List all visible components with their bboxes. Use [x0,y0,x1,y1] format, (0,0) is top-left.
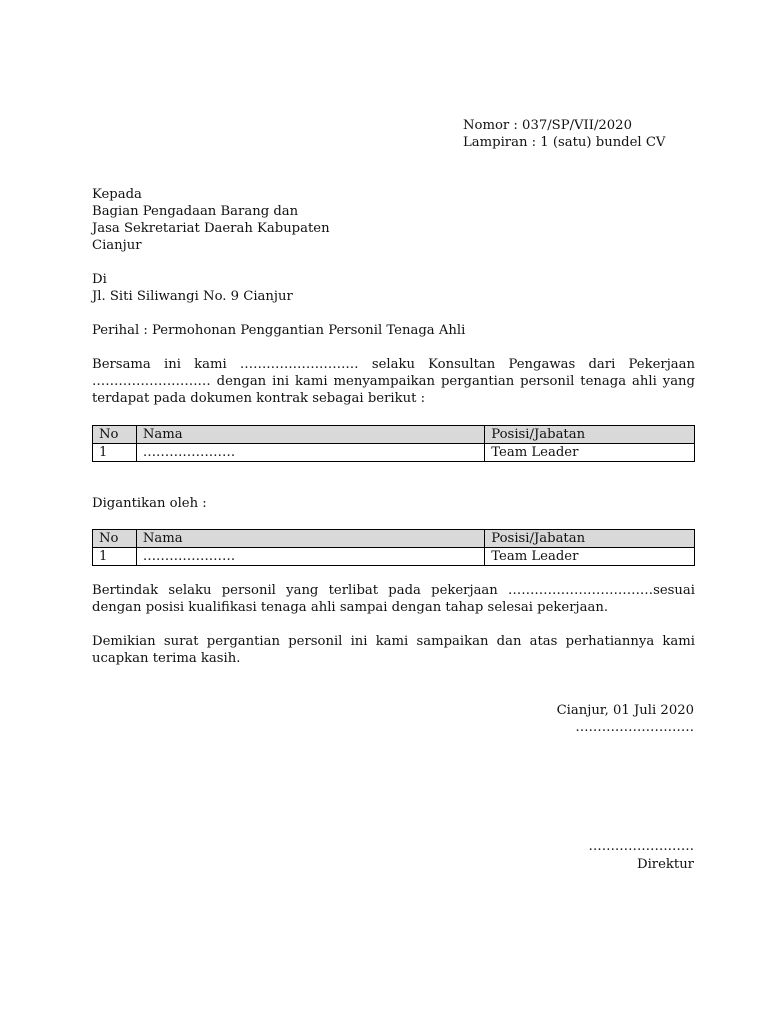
cell-posisi: Team Leader [485,548,695,566]
cell-nama: ………………… [136,444,484,462]
company-name-blank: ……………………… [575,720,694,735]
column-header-no: No [93,530,137,548]
cell-nama: ………………… [136,548,484,566]
letter-header [463,117,665,151]
signer-name-blank: …………………… [588,839,694,854]
column-header-nama: Nama [136,530,484,548]
table-row [93,548,695,566]
recipient-block [92,186,330,254]
body-paragraph-3: Demikian surat pergantian personil ini kami sampaikan dan atas perhatiannya kami ucapkan terima kasih. [92,634,695,666]
column-header-posisi: Posisi/Jabatan [485,426,695,444]
address-block [92,271,293,305]
cell-posisi: Team Leader [485,444,695,462]
column-header-posisi: Posisi/Jabatan [485,530,695,548]
column-header-nama: Nama [136,426,484,444]
replacement-personnel-table [92,529,695,566]
attachment-line: Lampiran : 1 (satu) bundel CV [463,135,666,150]
table-header-row [93,530,695,548]
intro-paragraph: Bersama ini kami ……………………… selaku Konsultan Pengawas dari Pekerjaan ……………………… dengan ini kami menyampaikan pergantian personil tenaga ahli yang terdapat pada dokumen kontrak sebagai berikut : [92,357,695,406]
table-row [93,444,695,462]
recipient-line-2: Bagian Pengadaan Barang dan [92,204,299,219]
address-line-1: Di [92,272,107,287]
recipient-line-4: Cianjur [92,238,142,253]
body-paragraph-2: Bertindak selaku personil yang terlibat pada pekerjaan ……………………………sesuai dengan posisi kualifikasi tenaga ahli sampai dengan tahap selesai pekerjaan. [92,583,695,615]
original-personnel-table [92,425,695,462]
signer-title: Direktur [637,857,694,872]
recipient-line-3: Jasa Sekretariat Daerah Kabupaten [92,221,330,236]
place-date: Cianjur, 01 Juli 2020 [556,703,694,718]
recipient-line-1: Kepada [92,187,142,202]
replaced-by-label: Digantikan oleh : [92,496,207,511]
cell-no: 1 [93,444,137,462]
column-header-no: No [93,426,137,444]
address-line-2: Jl. Siti Siliwangi No. 9 Cianjur [92,289,293,304]
cell-no: 1 [93,548,137,566]
table-header-row [93,426,695,444]
subject-line: Perihal : Permohonan Penggantian Personil Tenaga Ahli [92,323,466,338]
letter-number: Nomor : 037/SP/VII/2020 [463,118,632,133]
